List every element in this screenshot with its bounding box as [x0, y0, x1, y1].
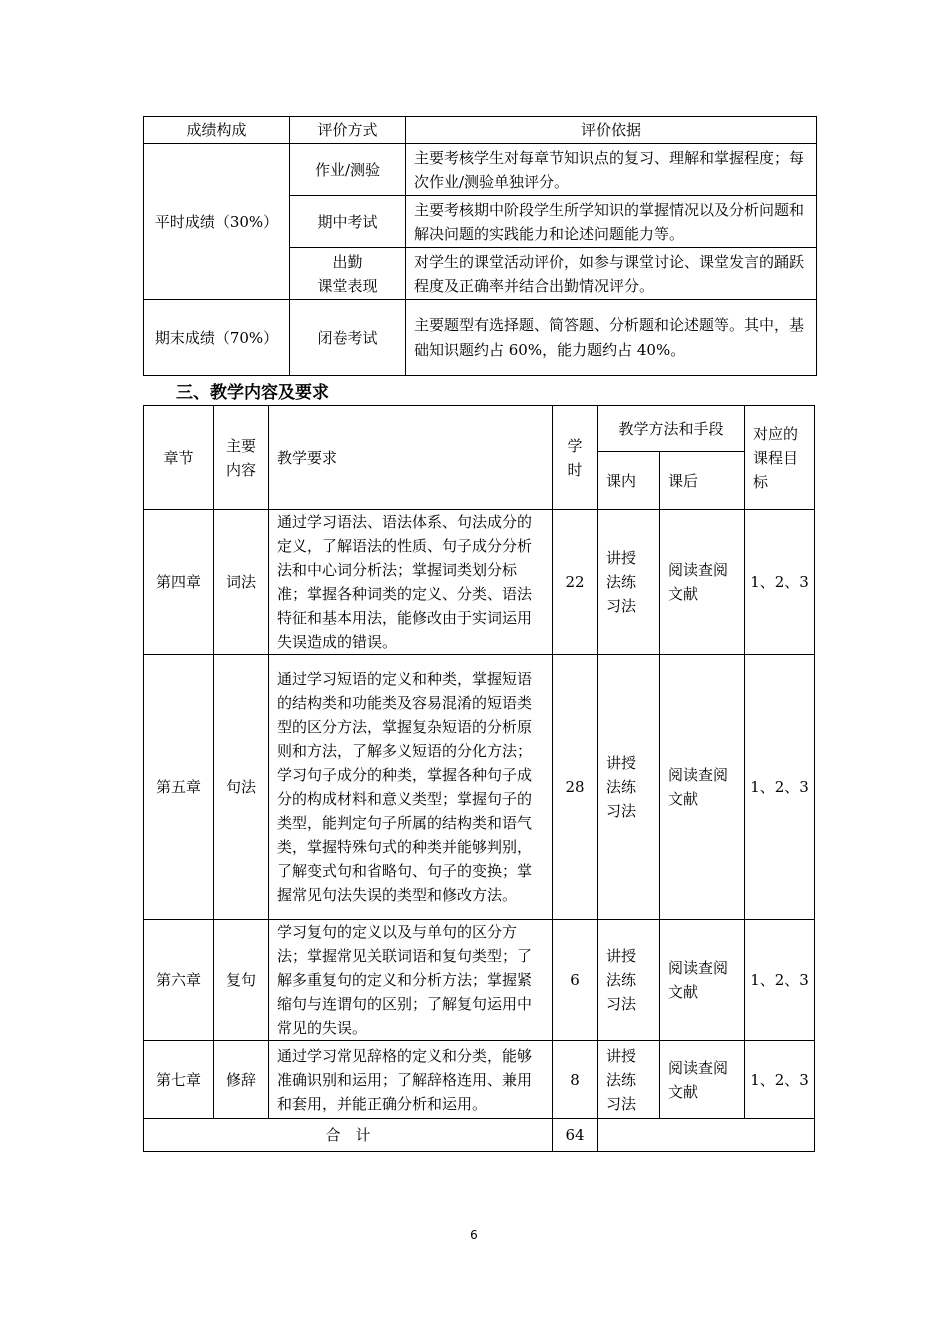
header-main-content: 主要 内容: [214, 406, 269, 510]
in-class-cell: 讲授 法练 习法: [598, 920, 660, 1041]
header-hours: 学 时: [553, 406, 598, 510]
basis-cell: 主要考核学生对每章节知识点的复习、理解和掌握程度；每次作业/测验单独评分。: [406, 144, 817, 196]
hours-cell: 22: [553, 510, 598, 655]
total-empty-cell: [598, 1119, 815, 1152]
final-grade-label: 期末成绩（70%）: [144, 300, 290, 376]
total-label: 合 计: [144, 1119, 553, 1152]
requirements-cell: 通过学习短语的定义和种类，掌握短语的结构类和功能类及容易混淆的短语类型的区分方法，掌握复杂短语的分析原则和方法，了解多义短语的分化方法；学习句子成分的种类，掌握各种句子成分的构成材料和意义类型；掌握句子的类型，能判定句子所属的结构类和语气类，掌握特殊句式的种类并能够判别，了解变式句和省略句、句子的变换；掌握常见句法失误的类型和修改方法。: [269, 655, 553, 920]
after-class-cell: 阅读查阅 文献: [660, 510, 745, 655]
page-number: 6: [470, 1228, 478, 1242]
total-hours: 64: [553, 1119, 598, 1152]
hours-cell: 6: [553, 920, 598, 1041]
content-cell: 词法: [214, 510, 269, 655]
method-cell: 期中考试: [290, 196, 406, 248]
header-requirements: 教学要求: [269, 406, 553, 510]
header-in-class: 课内: [598, 452, 660, 510]
chapter-cell: 第五章: [144, 655, 214, 920]
in-class-cell: 讲授 法练 习法: [598, 655, 660, 920]
method-cell: 作业/测验: [290, 144, 406, 196]
objective-cell: 1、2、3: [745, 920, 815, 1041]
objective-cell: 1、2、3: [745, 510, 815, 655]
section-heading: 三、教学内容及要求: [176, 383, 329, 403]
chapter-cell: 第六章: [144, 920, 214, 1041]
table-row: [144, 655, 815, 920]
after-class-cell: 阅读查阅 文献: [660, 920, 745, 1041]
chapter-cell: 第四章: [144, 510, 214, 655]
regular-grade-label: 平时成绩（30%）: [144, 144, 290, 300]
in-class-cell: 讲授 法练 习法: [598, 1041, 660, 1119]
hours-cell: 28: [553, 655, 598, 920]
header-method-group: 教学方法和手段: [598, 406, 745, 452]
table-row: [144, 144, 817, 196]
objective-cell: 1、2、3: [745, 655, 815, 920]
requirements-cell: 通过学习常见辞格的定义和分类，能够准确识别和运用；了解辞格连用、兼用和套用，并能正确分析和运用。: [269, 1041, 553, 1119]
header-evaluation-basis: 评价依据: [406, 117, 817, 144]
table-row: [144, 1041, 815, 1119]
objective-cell: 1、2、3: [745, 1041, 815, 1119]
requirements-cell: 通过学习语法、语法体系、句法成分的定义，了解语法的性质、句子成分分析法和中心词分析法；掌握词类划分标准；掌握各种词类的定义、分类、语法特征和基本用法，能修改由于实词运用失误造成的错误。: [269, 510, 553, 655]
content-cell: 修辞: [214, 1041, 269, 1119]
header-chapter: 章节: [144, 406, 214, 510]
header-evaluation-method: 评价方式: [290, 117, 406, 144]
chapter-cell: 第七章: [144, 1041, 214, 1119]
after-class-cell: 阅读查阅 文献: [660, 655, 745, 920]
header-after-class: 课后: [660, 452, 745, 510]
requirements-cell: 学习复句的定义以及与单句的区分方法；掌握常见关联词语和复句类型；了解多重复句的定义和分析方法；掌握紧缩句与连谓句的区别；了解复句运用中常见的失误。: [269, 920, 553, 1041]
total-row: [144, 1119, 815, 1152]
basis-cell: 主要考核期中阶段学生所学知识的掌握情况以及分析问题和解决问题的实践能力和论述问题能力等。: [406, 196, 817, 248]
grade-composition-table: [143, 116, 817, 376]
header-objective: 对应的 课程目 标: [745, 406, 815, 510]
method-cell: 出勤 课堂表现: [290, 248, 406, 300]
after-class-cell: 阅读查阅 文献: [660, 1041, 745, 1119]
in-class-cell: 讲授 法练 习法: [598, 510, 660, 655]
basis-cell: 主要题型有选择题、简答题、分析题和论述题等。其中，基础知识题约占 60%，能力题约占 40%。: [406, 300, 817, 376]
content-cell: 句法: [214, 655, 269, 920]
basis-cell: 对学生的课堂活动评价，如参与课堂讨论、课堂发言的踊跃程度及正确率并结合出勤情况评分。: [406, 248, 817, 300]
hours-cell: 8: [553, 1041, 598, 1119]
table-row: [144, 920, 815, 1041]
content-cell: 复句: [214, 920, 269, 1041]
table-row: [144, 300, 817, 376]
table-row: [144, 510, 815, 655]
method-cell: 闭卷考试: [290, 300, 406, 376]
header-grade-composition: 成绩构成: [144, 117, 290, 144]
teaching-content-table: [143, 405, 815, 1152]
